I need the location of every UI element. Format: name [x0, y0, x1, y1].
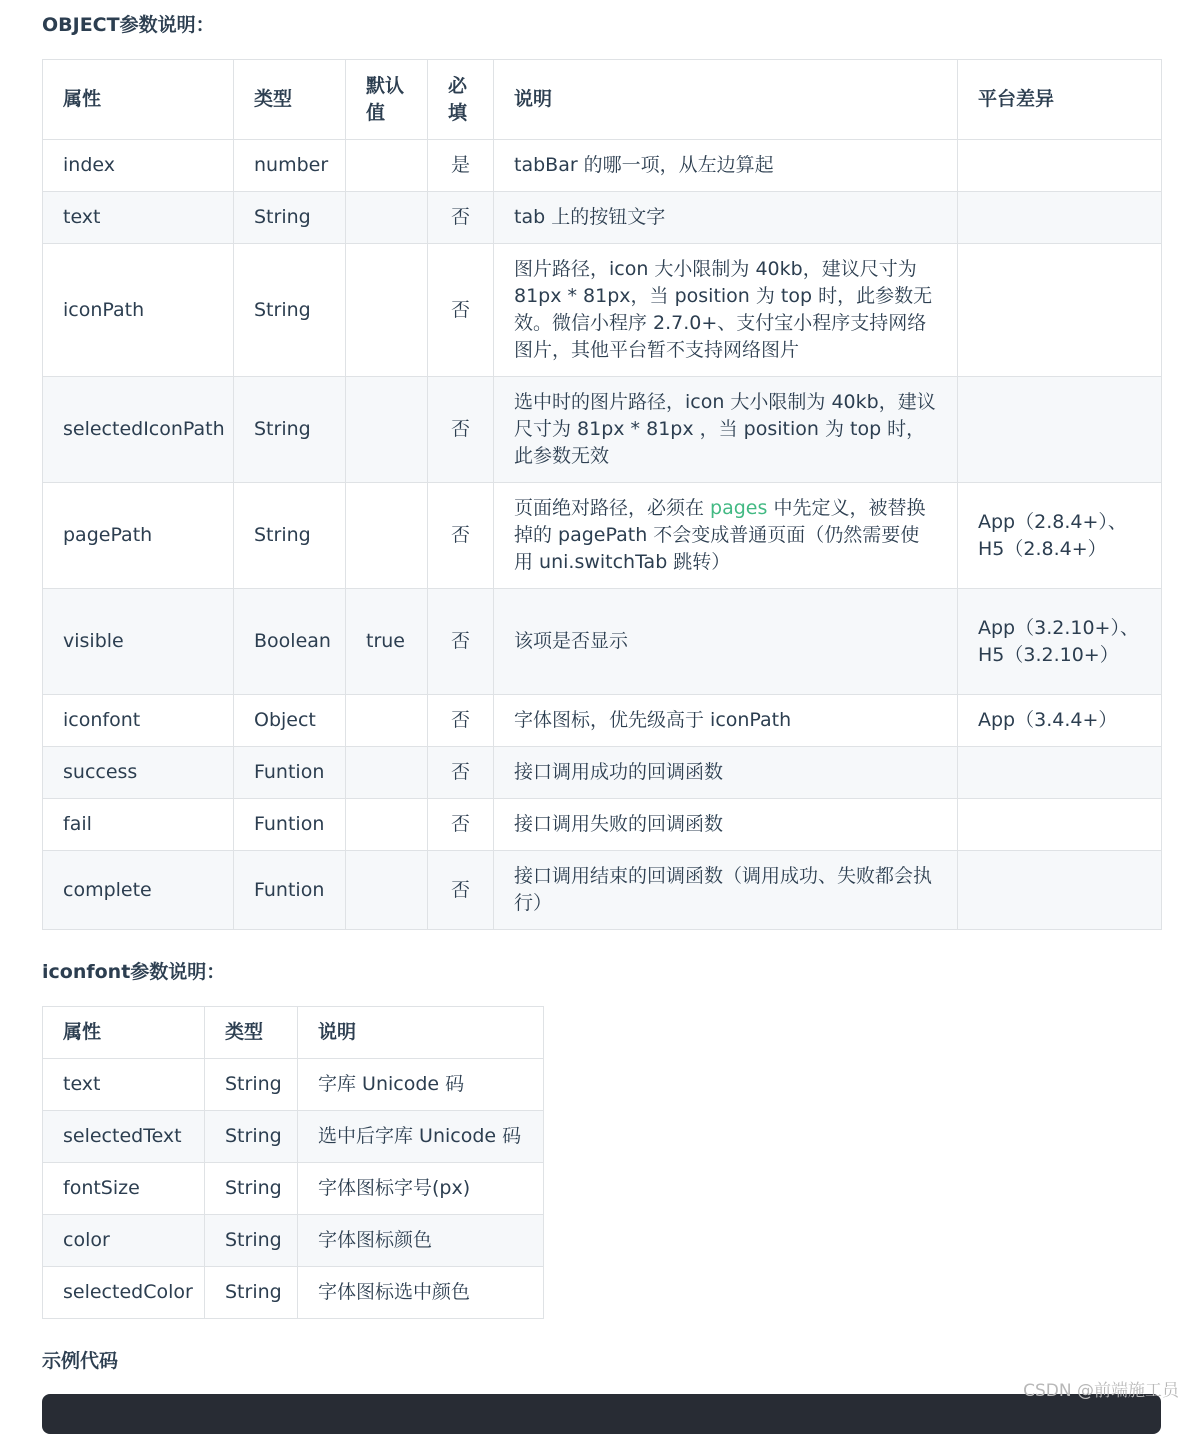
cell-type: String: [205, 1163, 298, 1215]
cell-desc: 接口调用成功的回调函数: [494, 747, 958, 799]
cell-default: [346, 799, 428, 851]
example-code-title: 示例代码: [42, 1350, 119, 1372]
cell-type: String: [205, 1267, 298, 1319]
cell-desc: 字体图标选中颜色: [298, 1267, 544, 1319]
iconfont-params-title: iconfont参数说明：: [42, 961, 226, 983]
cell-type: String: [234, 192, 346, 244]
cell-default: [346, 695, 428, 747]
cell-required: 否: [428, 192, 494, 244]
cell-attr: complete: [43, 851, 234, 930]
table-row: [43, 377, 1162, 483]
cell-desc: 字体图标字号(px): [298, 1163, 544, 1215]
cell-required: 否: [428, 377, 494, 483]
cell-desc: 选中时的图片路径，icon 大小限制为 40kb，建议尺寸为 81px * 81px ，当 position 为 top 时，此参数无效: [494, 377, 958, 483]
cell-default: true: [346, 589, 428, 695]
cell-type: String: [234, 377, 346, 483]
table-header-row: [43, 1007, 544, 1059]
cell-platform: App（3.2.10+）、H5（3.2.10+）: [958, 589, 1162, 695]
cell-platform: App（2.8.4+）、H5（2.8.4+）: [958, 483, 1162, 589]
table-row: [43, 695, 1162, 747]
cell-attr: text: [43, 192, 234, 244]
iconfont-params-table: [42, 1006, 544, 1319]
cell-attr: index: [43, 140, 234, 192]
cell-attr: text: [43, 1059, 205, 1111]
table-row: [43, 140, 1162, 192]
cell-required: 否: [428, 483, 494, 589]
header-desc: 说明: [298, 1007, 544, 1059]
cell-desc: 选中后字库 Unicode 码: [298, 1111, 544, 1163]
cell-type: number: [234, 140, 346, 192]
cell-type: Funtion: [234, 799, 346, 851]
header-desc: 说明: [494, 60, 958, 140]
cell-default: [346, 192, 428, 244]
header-attr: 属性: [43, 1007, 205, 1059]
cell-platform: [958, 140, 1162, 192]
cell-required: 是: [428, 140, 494, 192]
cell-desc: 字体图标，优先级高于 iconPath: [494, 695, 958, 747]
cell-attr: iconPath: [43, 244, 234, 377]
cell-attr: fontSize: [43, 1163, 205, 1215]
cell-desc: 字体图标颜色: [298, 1215, 544, 1267]
table-row: [43, 1215, 544, 1267]
table-row: [43, 851, 1162, 930]
table-row: [43, 799, 1162, 851]
cell-type: Funtion: [234, 747, 346, 799]
cell-default: [346, 377, 428, 483]
table-row: [43, 192, 1162, 244]
cell-type: String: [205, 1059, 298, 1111]
header-type: 类型: [234, 60, 346, 140]
table-row: [43, 1111, 544, 1163]
cell-desc: tab 上的按钮文字: [494, 192, 958, 244]
cell-required: 否: [428, 589, 494, 695]
cell-platform: App（3.4.4+）: [958, 695, 1162, 747]
cell-type: String: [234, 483, 346, 589]
table-row: [43, 1267, 544, 1319]
header-platform: 平台差异: [958, 60, 1162, 140]
cell-type: Funtion: [234, 851, 346, 930]
cell-platform: [958, 192, 1162, 244]
cell-desc: 字库 Unicode 码: [298, 1059, 544, 1111]
cell-attr: pagePath: [43, 483, 234, 589]
cell-platform: [958, 799, 1162, 851]
cell-attr: color: [43, 1215, 205, 1267]
header-attr: 属性: [43, 60, 234, 140]
cell-platform: [958, 851, 1162, 930]
cell-required: 否: [428, 695, 494, 747]
cell-desc: 接口调用失败的回调函数: [494, 799, 958, 851]
code-block: [42, 1394, 1161, 1434]
header-default: 默认 值: [346, 60, 428, 140]
cell-attr: selectedText: [43, 1111, 205, 1163]
cell-type: String: [234, 244, 346, 377]
cell-default: [346, 244, 428, 377]
cell-required: 否: [428, 799, 494, 851]
watermark: CSDN @前端施工员: [1023, 1381, 1179, 1401]
cell-type: Boolean: [234, 589, 346, 695]
cell-type: String: [205, 1111, 298, 1163]
cell-desc: 页面绝对路径，必须在 pages 中先定义，被替换掉的 pagePath 不会变成普通页面（仍然需要使用 uni.switchTab 跳转）: [494, 483, 958, 589]
table-row: [43, 1163, 544, 1215]
cell-attr: iconfont: [43, 695, 234, 747]
cell-attr: fail: [43, 799, 234, 851]
cell-default: [346, 747, 428, 799]
cell-attr: success: [43, 747, 234, 799]
cell-desc: tabBar 的哪一项，从左边算起: [494, 140, 958, 192]
pages-link[interactable]: pages: [710, 497, 768, 519]
cell-default: [346, 140, 428, 192]
cell-required: 否: [428, 747, 494, 799]
cell-desc: 该项是否显示: [494, 589, 958, 695]
object-params-title: OBJECT参数说明：: [42, 14, 215, 36]
header-required: 必 填: [428, 60, 494, 140]
cell-platform: [958, 747, 1162, 799]
table-row: [43, 589, 1162, 695]
cell-platform: [958, 377, 1162, 483]
cell-desc: 图片路径，icon 大小限制为 40kb，建议尺寸为 81px * 81px，当 position 为 top 时，此参数无效。微信小程序 2.7.0+、支付宝小程序支持网络图片，其他平台暂不支持网络图片: [494, 244, 958, 377]
header-type: 类型: [205, 1007, 298, 1059]
table-row: [43, 483, 1162, 589]
cell-required: 否: [428, 244, 494, 377]
cell-default: [346, 483, 428, 589]
cell-platform: [958, 244, 1162, 377]
table-header-row: [43, 60, 1162, 140]
table-row: [43, 244, 1162, 377]
table-row: [43, 1059, 544, 1111]
cell-type: Object: [234, 695, 346, 747]
cell-default: [346, 851, 428, 930]
table-row: [43, 747, 1162, 799]
cell-required: 否: [428, 851, 494, 930]
cell-attr: selectedColor: [43, 1267, 205, 1319]
cell-type: String: [205, 1215, 298, 1267]
cell-attr: selectedIconPath: [43, 377, 234, 483]
cell-attr: visible: [43, 589, 234, 695]
cell-desc: 接口调用结束的回调函数（调用成功、失败都会执行）: [494, 851, 958, 930]
object-params-table: [42, 59, 1162, 930]
